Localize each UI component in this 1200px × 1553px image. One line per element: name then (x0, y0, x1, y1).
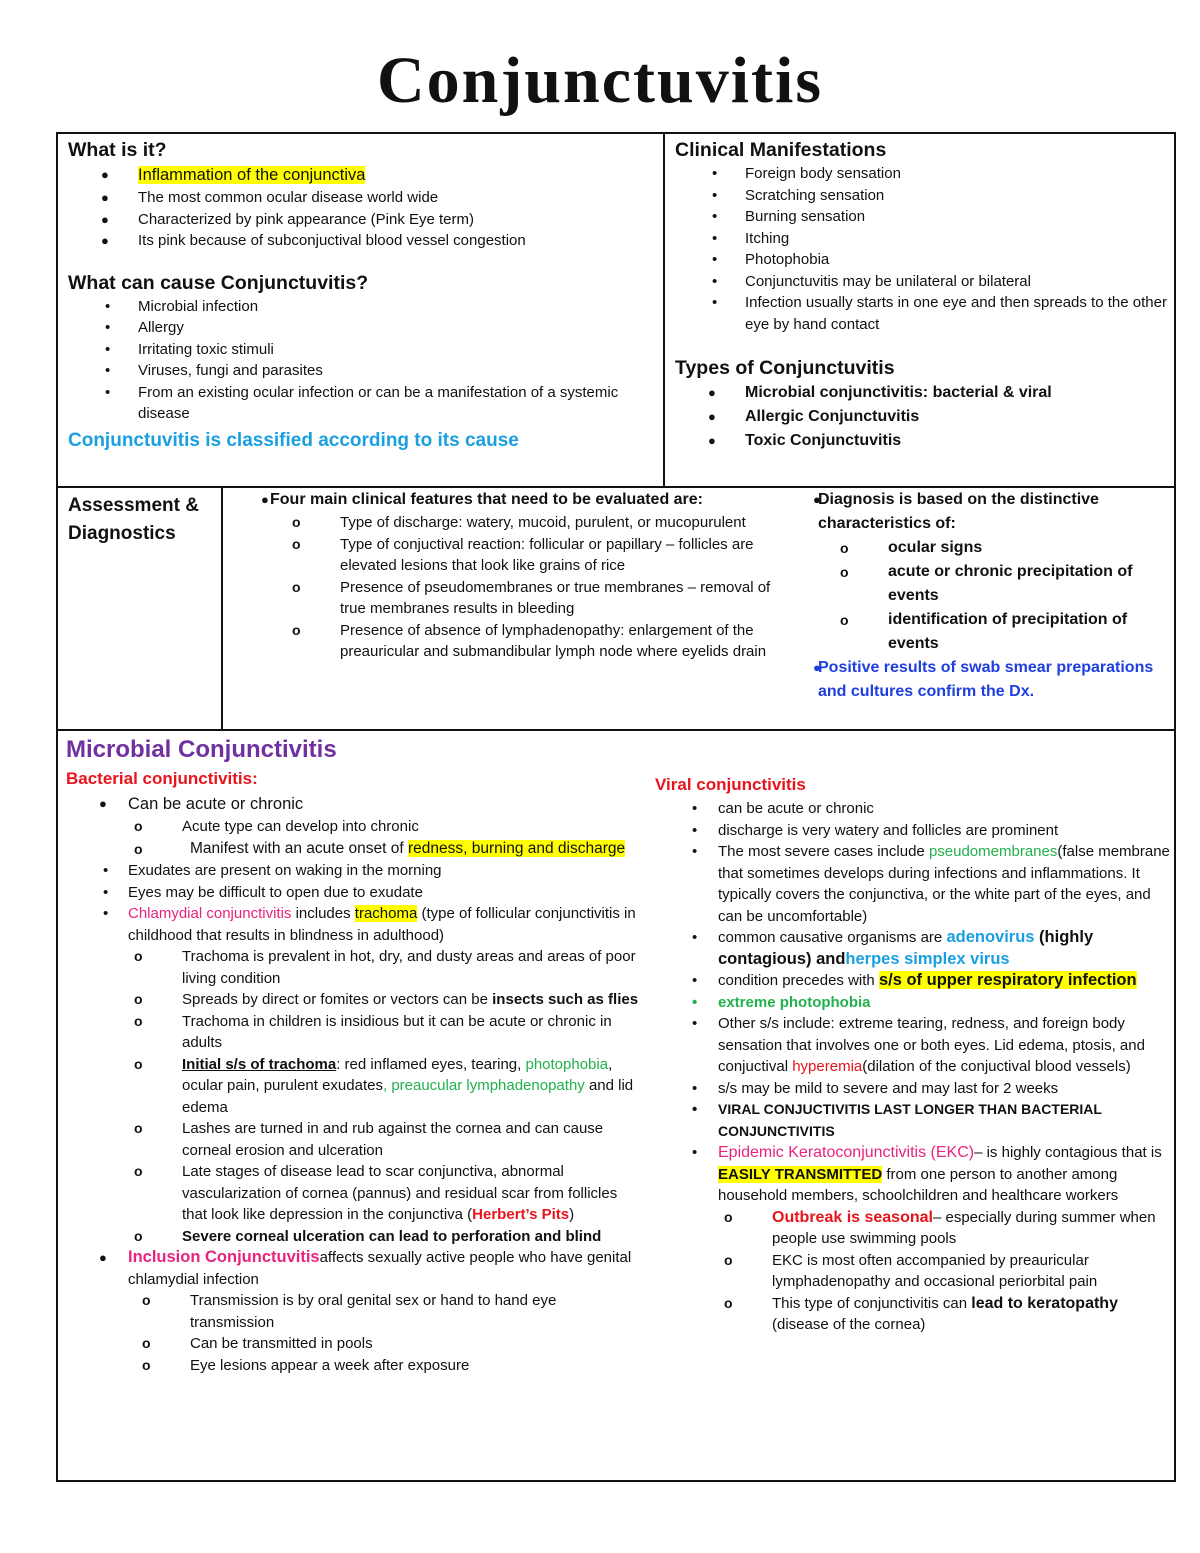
list-item: • condition precedes with s/s of upper respiratory infection (655, 970, 1170, 992)
clinical-heading: Clinical Manifestations (675, 139, 887, 161)
list-item: ● Can be acute or chronic (66, 792, 641, 816)
list-item: o EKC is most often accompanied by preauricular lymphadenopathy and occasional periorbital pain (702, 1250, 1170, 1293)
list-item: • Irritating toxic stimuli (68, 339, 658, 361)
list-item: • The most severe cases include pseudomembranes(false membrane that sometimes develops during infections and inflammations. It typically covers the conjunctiva, or the white part of the eyes, and can be uncomfortable) (655, 841, 1170, 927)
list-item: • can be acute or chronic (655, 798, 1170, 820)
list-item: • Foreign body sensation (675, 163, 1170, 185)
list-item: • Infection usually starts in one eye and then spreads to the other eye by hand contact (675, 292, 1170, 335)
microbial-heading: Microbial Conjunctivitis (66, 736, 337, 763)
list-item: ● Its pink because of subconjuctival blood vessel congestion (68, 230, 658, 252)
list-item: • VIRAL CONJUCTIVITIS LAST LONGER THAN BACTERIAL CONJUNCTIVITIS (655, 1099, 1170, 1142)
list-item: • Epidemic Keratoconjunctivitis (EKC)– is highly contagious that is EASILY TRANSMITTED from one person to another among household members, schoolchildren and healthcare workers (655, 1142, 1170, 1207)
list-item: • Exudates are present on waking in the morning (66, 860, 641, 882)
diagnosis-section (780, 488, 1170, 704)
list-item: • discharge is very watery and follicles are prominent (655, 820, 1170, 842)
viral-section (655, 772, 1170, 1336)
list-item: ● Characterized by pink appearance (Pink Eye term) (68, 209, 658, 231)
list-item: o Spreads by direct or fomites or vectors can be insects such as flies (112, 989, 641, 1011)
classified-note: Conjunctuvitis is classified according to its cause (68, 429, 519, 451)
divider-top (663, 132, 665, 488)
list-item: • Conjunctuvitis may be unilateral or bilateral (675, 271, 1170, 293)
list-item: o ocular signs (818, 536, 1170, 560)
list-item: o Acute type can develop into chronic (112, 816, 641, 838)
list-item: • Microbial infection (68, 296, 658, 318)
list-item: o Outbreak is seasonal– especially during summer when people use swimming pools (702, 1207, 1170, 1250)
what-heading: What is it? (68, 139, 167, 161)
assessment-heading: Assessment & Diagnostics (68, 495, 199, 544)
list-item: ● Four main clinical features that need to be evaluated are: (228, 488, 773, 512)
list-item: o Severe corneal ulceration can lead to perforation and blind (112, 1226, 641, 1248)
cause-heading: What can cause Conjunctuvitis? (68, 271, 369, 294)
list-item: ● Inclusion Conjunctuvitisaffects sexually active people who have genital chlamydial infection (66, 1247, 641, 1290)
list-item: o Presence of absence of lymphadenopathy: enlargement of the preauricular and submandibular lymph node where eyelids drain (270, 620, 773, 663)
list-item: • Allergy (68, 317, 658, 339)
divider-row-2 (56, 729, 1176, 731)
list-item: ● Allergic Conjunctuvitis (675, 405, 1170, 429)
list-item: o acute or chronic precipitation of events (818, 560, 1170, 608)
list-item: • Itching (675, 228, 1170, 250)
list-item: o Presence of pseudomembranes or true membranes – removal of true membranes results in bleeding (270, 577, 773, 620)
list-item: ● Inflammation of the conjunctiva (68, 163, 658, 187)
list-item: • Chlamydial conjunctivitis includes trachoma (type of follicular conjunctivitis in childhood that results in blindness in adulthood) (66, 903, 641, 946)
list-item: • s/s may be mild to severe and may last for 2 weeks (655, 1078, 1170, 1100)
list-item: o Can be transmitted in pools (120, 1333, 641, 1355)
list-item: • Scratching sensation (675, 185, 1170, 207)
page-title: Conjunctuvitis (376, 44, 824, 117)
list-item: • common causative organisms are adenovirus (highly contagious) andherpes simplex virus (655, 927, 1170, 970)
list-item: o Trachoma is prevalent in hot, dry, and dusty areas and areas of poor living condition (112, 946, 641, 989)
list-item: • Other s/s include: extreme tearing, redness, and foreign body sensation that involves one or both eyes. Lid edema, ptosis, and conjuctival hyperemia(dilation of the conjuctival blood vessels) (655, 1013, 1170, 1078)
list-item: ● Positive results of swab smear preparations and cultures confirm the Dx. (780, 656, 1170, 704)
clinical-section (675, 137, 1170, 453)
list-item: o This type of conjunctivitis can lead to keratopathy (disease of the cornea) (702, 1293, 1170, 1336)
list-item: • Eyes may be difficult to open due to exudate (66, 882, 641, 904)
list-item: o Trachoma in children is insidious but it can be acute or chronic in adults (112, 1011, 641, 1054)
list-item: ● Diagnosis is based on the distinctive characteristics of: (780, 488, 1170, 536)
divider-assessment (221, 486, 223, 731)
list-item: • Burning sensation (675, 206, 1170, 228)
list-item: o Transmission is by oral genital sex or hand to hand eye transmission (120, 1290, 641, 1333)
list-item: ● Toxic Conjunctuvitis (675, 429, 1170, 453)
list-item: o Type of discharge: watery, mucoid, purulent, or mucopurulent (270, 512, 773, 534)
list-item: • Photophobia (675, 249, 1170, 271)
bacterial-heading: Bacterial conjunctivitis: (66, 769, 258, 788)
viral-heading: Viral conjunctivitis (655, 775, 806, 794)
list-item: • From an existing ocular infection or can be a manifestation of a systemic disease (68, 382, 658, 425)
list-item: o Manifest with an acute onset of redness, burning and discharge (112, 838, 641, 861)
list-item: ● Microbial conjunctivitis: bacterial & viral (675, 381, 1170, 405)
types-heading: Types of Conjunctuvitis (675, 357, 895, 379)
features-section (228, 488, 773, 663)
list-item: o Eye lesions appear a week after exposure (120, 1355, 641, 1377)
list-item: • extreme photophobia (655, 992, 1170, 1014)
list-item: o Late stages of disease lead to scar conjunctiva, abnormal vascularization of cornea (pannus) and residual scar from follicles that look like depression in the conjunctiva (Herbert’s Pits) (112, 1161, 641, 1226)
list-item: o Initial s/s of trachoma: red inflamed eyes, tearing, photophobia, ocular pain, purulent exudates, preaucular lymphadenopathy and lid edema (112, 1054, 641, 1119)
list-item: o identification of precipitation of events (818, 608, 1170, 656)
list-item: ● The most common ocular disease world wide (68, 187, 658, 209)
list-item: o Type of conjuctival reaction: follicular or papillary – follicles are elevated lesions that look like grains of rice (270, 534, 773, 577)
what-section (68, 137, 658, 455)
list-item: • Viruses, fungi and parasites (68, 360, 658, 382)
bacterial-section (66, 734, 641, 1376)
list-item: o Lashes are turned in and rub against the cornea and can cause corneal erosion and ulceration (112, 1118, 641, 1161)
